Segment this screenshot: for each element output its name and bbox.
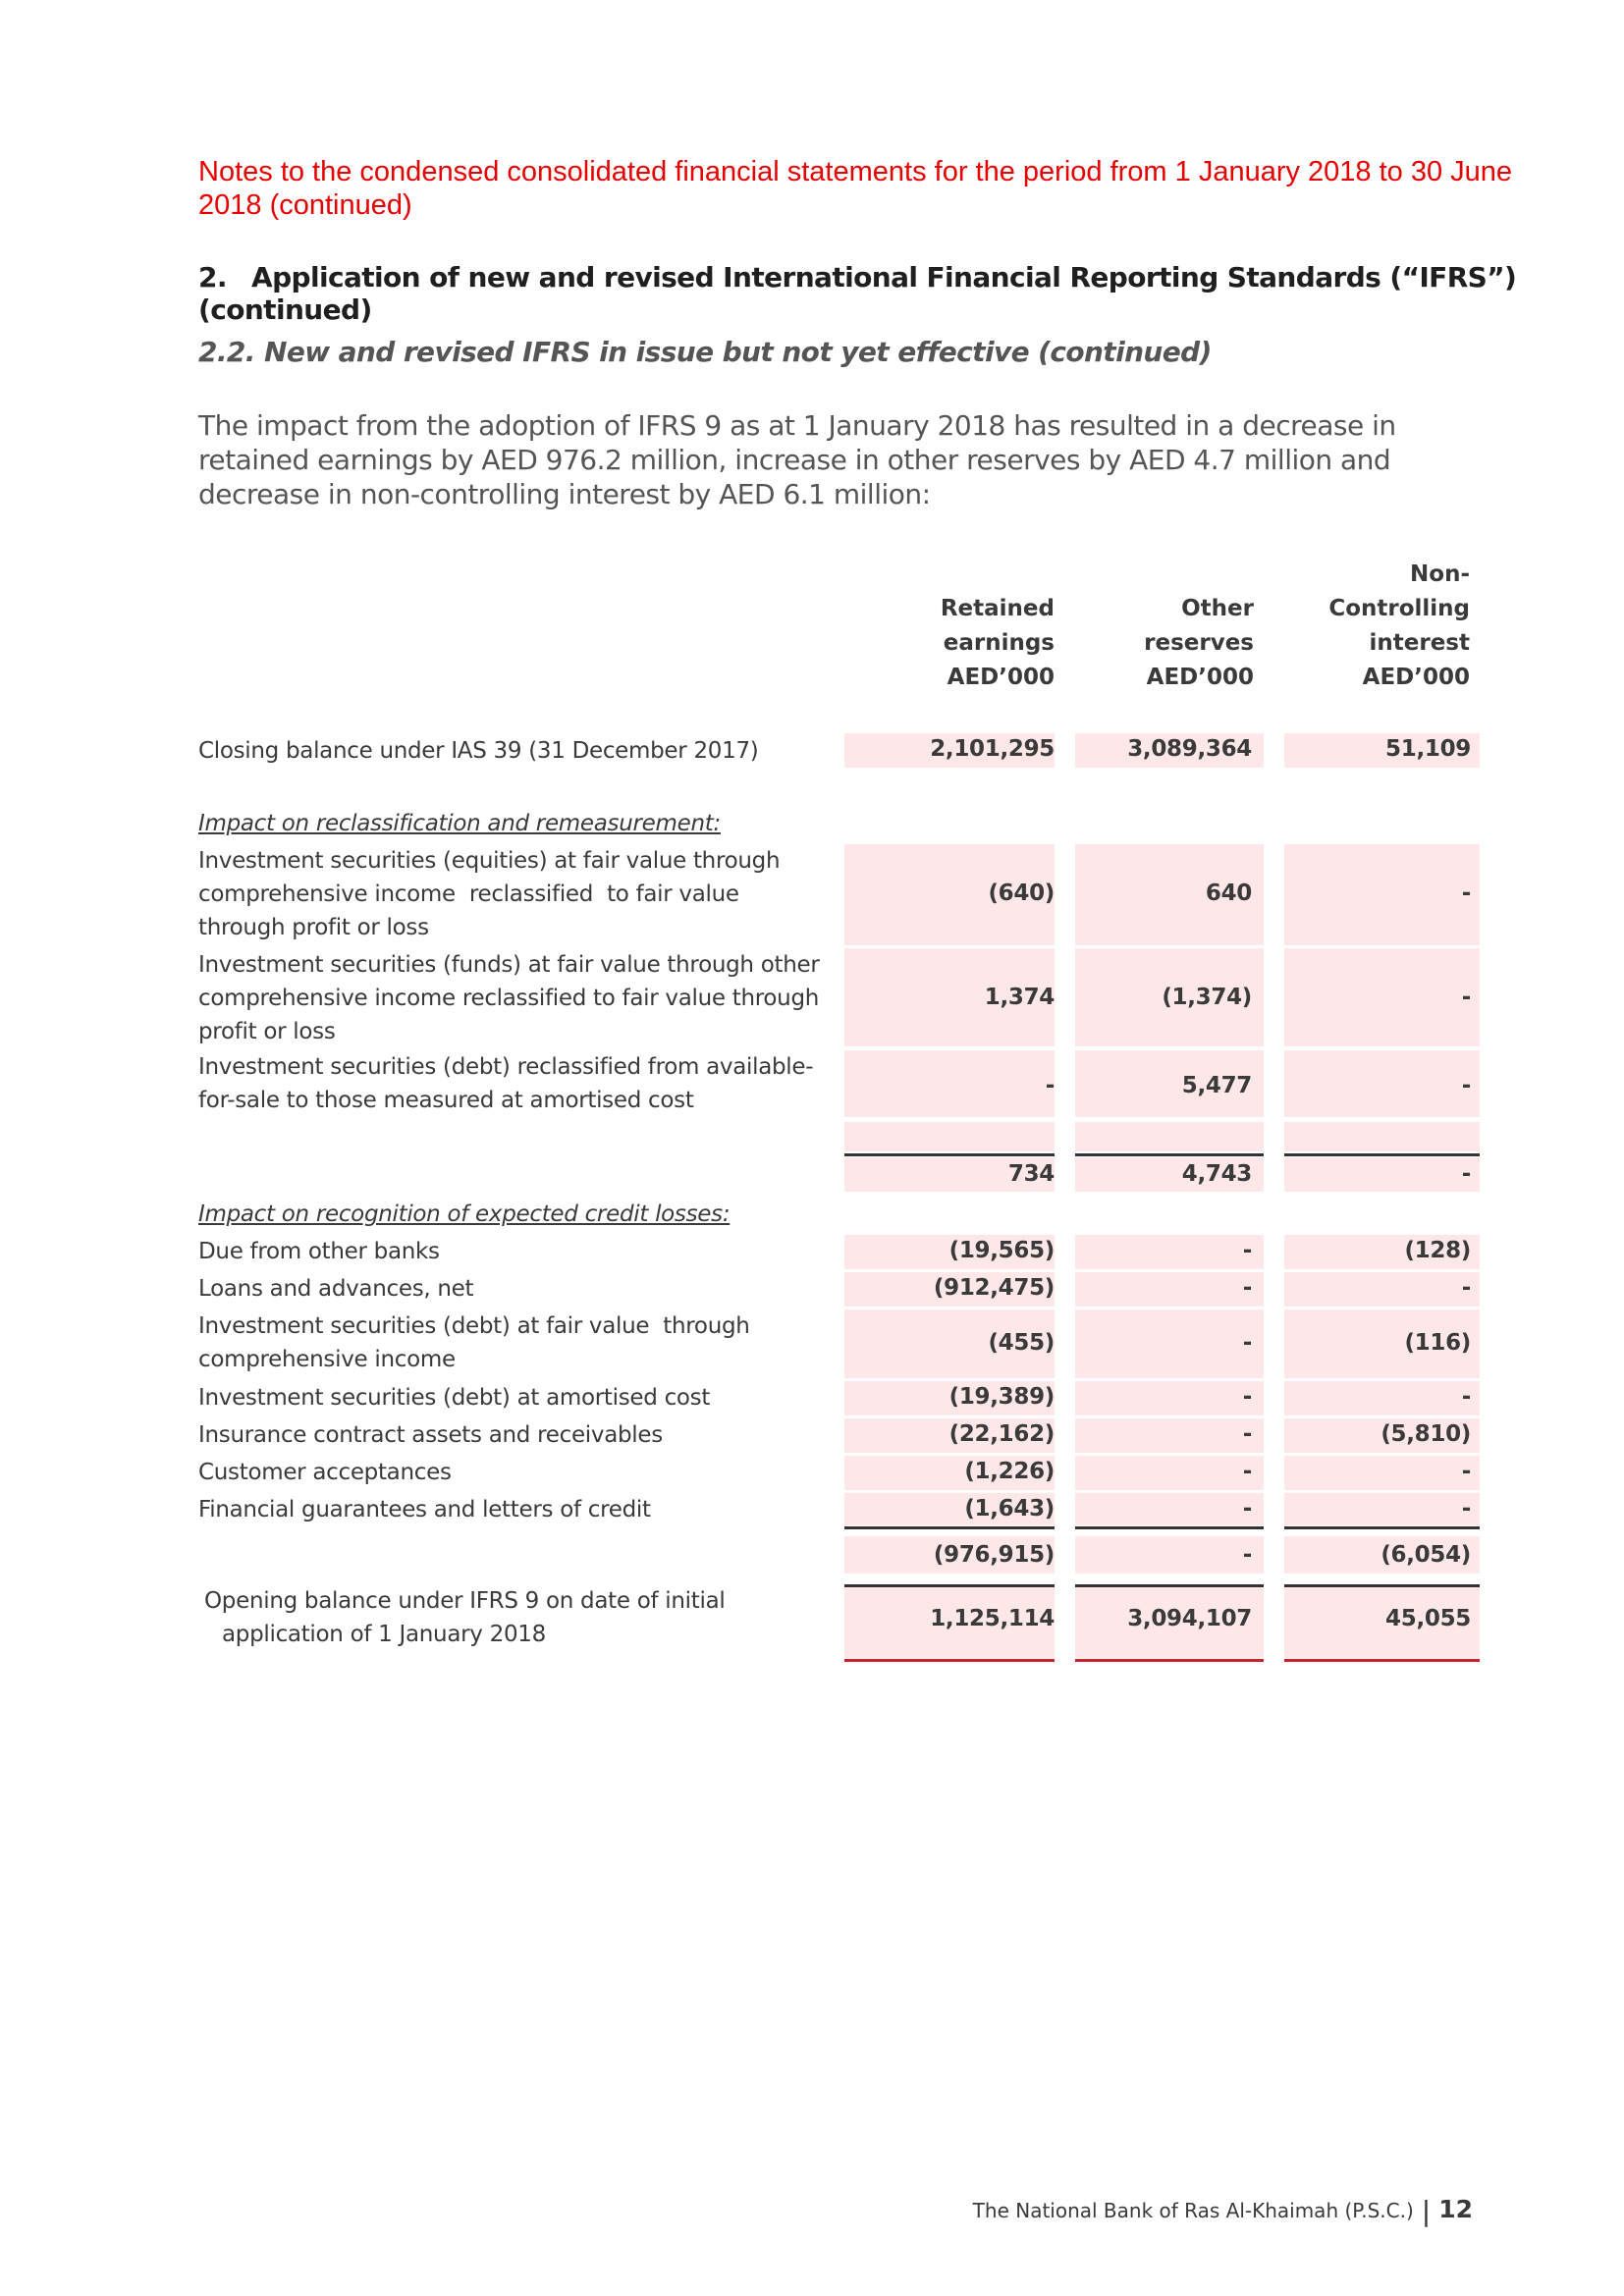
footer-separator: |: [1421, 2195, 1432, 2227]
value-debt-afs-other: 5,477: [1181, 1073, 1252, 1098]
total-rule: [1075, 1584, 1264, 1587]
subsection-heading: 2.2. New and revised IFRS in issue but not yet effective (continued): [198, 336, 1212, 368]
value-opening-other: 3,094,107: [1127, 1606, 1252, 1631]
row-label-acceptances: Customer acceptances: [198, 1460, 452, 1485]
subtotal-rule: [1075, 1526, 1264, 1529]
value-closing-nci: 51,109: [1385, 736, 1471, 762]
value-due-banks-retained: (19,565): [948, 1238, 1055, 1263]
value-debt-fvoci-other: -: [1242, 1330, 1252, 1356]
subtotal-rule: [1284, 1153, 1480, 1156]
row-label-due-from-banks: Due from other banks: [198, 1239, 440, 1264]
value-loans-retained: (912,475): [933, 1275, 1055, 1301]
cell-bg: [844, 1122, 1055, 1151]
total-rule: [1284, 1584, 1480, 1587]
double-underline: [844, 1659, 1055, 1662]
value-funds-other: (1,374): [1162, 985, 1252, 1010]
column-header-non-controlling-interest: Non- Controlling interest AED’000: [1328, 561, 1470, 690]
row-label-funds: Investment securities (funds) at fair value through other comprehensive income reclassified to fair value through profit or loss: [198, 952, 820, 1044]
value-debt-amortised-retained: (19,389): [948, 1384, 1055, 1410]
value-equities-other: 640: [1205, 881, 1252, 906]
value-reclass-total-other: 4,743: [1181, 1161, 1252, 1187]
row-label-guarantees: Financial guarantees and letters of credit: [198, 1497, 651, 1522]
value-debt-afs-nci: -: [1461, 1073, 1471, 1098]
cell-bg: [1284, 1122, 1480, 1151]
row-label-equities: Investment securities (equities) at fair value through comprehensive income reclassified to fair value through profit or loss: [198, 848, 781, 940]
value-equities-nci: -: [1461, 881, 1471, 906]
intro-paragraph: The impact from the adoption of IFRS 9 as at 1 January 2018 has resulted in a decrease in retained earnings by AED 976.2 million, increase in other reserves by AED 4.7 million and decrease in non-controlling interest by AED 6.1 million:: [198, 409, 1396, 510]
section-label-ecl: Impact on recognition of expected credit losses:: [198, 1201, 731, 1227]
value-ecl-total-retained: (976,915): [933, 1542, 1055, 1568]
value-opening-retained: 1,125,114: [930, 1606, 1055, 1631]
value-guarantees-retained: (1,643): [964, 1496, 1055, 1522]
section-title: Application of new and revised International Financial Reporting Standards (“IFRS”) (continued): [198, 261, 1517, 326]
footer-company: The National Bank of Ras Al-Khaimah (P.S.C.): [972, 2199, 1414, 2222]
column-header-retained-earnings: Retained earnings AED’000: [940, 596, 1055, 690]
value-due-banks-other: -: [1242, 1238, 1252, 1263]
value-due-banks-nci: (128): [1404, 1238, 1471, 1263]
subtotal-rule: [844, 1153, 1055, 1156]
row-label-debt-fvoci: Investment securities (debt) at fair value through comprehensive income: [198, 1313, 750, 1372]
page-footer: [884, 2195, 1473, 2227]
column-header-other-reserves: Other reserves AED’000: [1144, 596, 1254, 690]
total-rule: [844, 1584, 1055, 1587]
value-acceptances-nci: -: [1461, 1459, 1471, 1484]
value-ecl-total-other: -: [1242, 1542, 1252, 1568]
value-debt-fvoci-nci: (116): [1404, 1330, 1471, 1356]
row-label-debt-amortised: Investment securities (debt) at amortised cost: [198, 1385, 711, 1411]
value-debt-afs-retained: -: [1045, 1073, 1055, 1098]
value-funds-nci: -: [1461, 985, 1471, 1010]
section-heading: [198, 261, 1624, 326]
value-reclass-total-retained: 734: [1007, 1161, 1055, 1187]
subtotal-rule: [1284, 1526, 1480, 1529]
row-label-closing-balance: Closing balance under IAS 39 (31 December 2017): [198, 738, 759, 764]
value-opening-nci: 45,055: [1385, 1606, 1471, 1631]
subtotal-rule: [1075, 1153, 1264, 1156]
page-header: Notes to the condensed consolidated financial statements for the period from 1 January 2018 to 30 June 2018 (continued): [198, 156, 1513, 221]
value-insurance-other: -: [1242, 1421, 1252, 1447]
double-underline: [1075, 1659, 1264, 1662]
value-debt-amortised-other: -: [1242, 1384, 1252, 1410]
row-label-opening-balance: Opening balance under IFRS 9 on date of initial application of 1 January 2018: [204, 1588, 726, 1647]
value-guarantees-nci: -: [1461, 1496, 1471, 1522]
value-acceptances-other: -: [1242, 1459, 1252, 1484]
value-acceptances-retained: (1,226): [964, 1459, 1055, 1484]
value-debt-amortised-nci: -: [1461, 1384, 1471, 1410]
value-funds-retained: 1,374: [984, 985, 1055, 1010]
row-label-insurance: Insurance contract assets and receivables: [198, 1422, 663, 1448]
value-reclass-total-nci: -: [1461, 1161, 1471, 1187]
value-insurance-nci: (5,810): [1380, 1421, 1471, 1447]
double-underline: [1284, 1659, 1480, 1662]
cell-bg: [1075, 1122, 1264, 1151]
row-label-debt-afs: Investment securities (debt) reclassified from available- for-sale to those measured at amortised cost: [198, 1054, 814, 1113]
value-ecl-total-nci: (6,054): [1380, 1542, 1471, 1568]
value-equities-retained: (640): [988, 881, 1055, 906]
page-number: 12: [1438, 2195, 1473, 2223]
section-label-reclassification: Impact on reclassification and remeasurement:: [198, 811, 721, 836]
value-closing-retained: 2,101,295: [930, 736, 1055, 762]
value-closing-other: 3,089,364: [1127, 736, 1252, 762]
value-debt-fvoci-retained: (455): [988, 1330, 1055, 1356]
subtotal-rule: [844, 1526, 1055, 1529]
row-label-loans: Loans and advances, net: [198, 1276, 474, 1302]
value-guarantees-other: -: [1242, 1496, 1252, 1522]
value-insurance-retained: (22,162): [948, 1421, 1055, 1447]
section-number: 2.: [198, 261, 227, 294]
value-loans-nci: -: [1461, 1275, 1471, 1301]
value-loans-other: -: [1242, 1275, 1252, 1301]
